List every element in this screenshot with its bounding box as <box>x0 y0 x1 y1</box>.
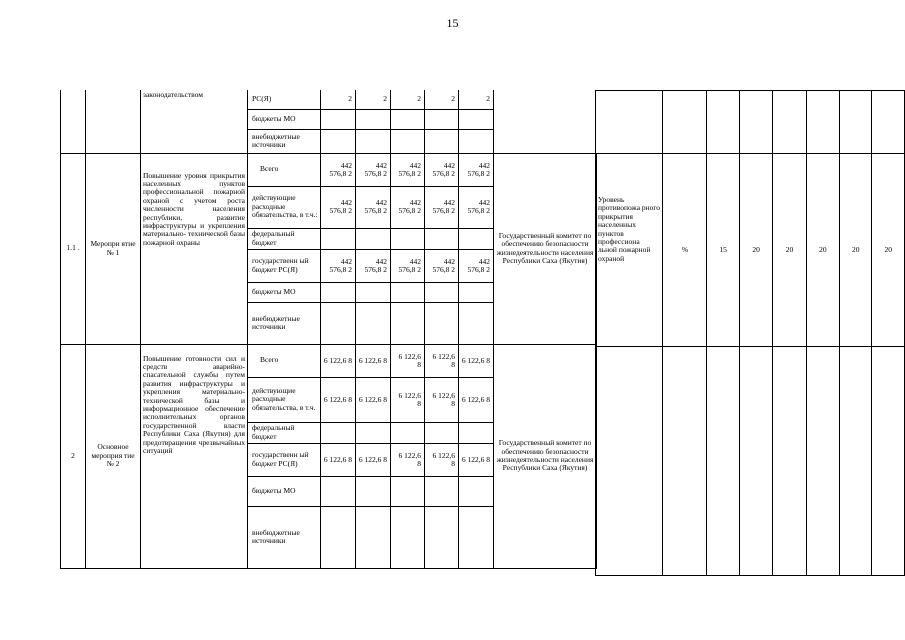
budget-cell: 2 <box>425 90 459 109</box>
measure-number: 2 <box>61 344 86 568</box>
budget-cell: 6 122,6 8 <box>459 443 494 476</box>
budget-cell <box>425 228 459 249</box>
budget-cell: 442 576,8 2 <box>425 249 459 282</box>
budget-cell <box>356 228 391 249</box>
budget-cell: 6 122,6 8 <box>391 443 425 476</box>
budget-cell <box>321 129 356 153</box>
budget-cell: 442 576,8 2 <box>321 153 356 186</box>
executor-cell: Государственный комитет по обеспечению безопасности жизнедеятельности населения Республики Саха (Якутия) <box>494 344 597 568</box>
funding-source-label: действующие расходные обязательства, в т.ч.: <box>248 186 321 228</box>
budget-cell <box>356 506 391 568</box>
budget-cell <box>321 422 356 443</box>
funding-source-label: бюджеты МО <box>248 282 321 302</box>
program-budget-table <box>60 90 597 569</box>
budget-cell <box>459 109 494 129</box>
budget-cell <box>459 422 494 443</box>
budget-row <box>61 90 597 109</box>
budget-cell <box>356 109 391 129</box>
funding-source-label: РС(Я) <box>248 90 321 109</box>
budget-cell <box>391 302 425 344</box>
budget-cell: 6 122,6 8 <box>356 344 391 377</box>
budget-cell: 442 576,8 2 <box>356 249 391 282</box>
budget-cell <box>391 109 425 129</box>
budget-cell <box>391 506 425 568</box>
budget-cell <box>356 282 391 302</box>
budget-cell: 2 <box>391 90 425 109</box>
budget-cell <box>459 228 494 249</box>
budget-cell: 6 122,6 8 <box>356 377 391 422</box>
budget-cell <box>425 476 459 506</box>
measure-description: Повышение уровня прикрытия населенных пунктов профессиональной пожарной охраной с учетом роста численности населения республики, развитие инфраструктуры и укрепления материально- технической базы пожарной охраны <box>141 153 248 344</box>
budget-row <box>61 344 597 377</box>
measure-name: Меропри ятие № 1 <box>86 153 141 344</box>
budget-cell: 6 122,6 8 <box>425 377 459 422</box>
budget-cell: 6 122,6 8 <box>321 344 356 377</box>
budget-cell: 442 576,8 2 <box>391 186 425 228</box>
budget-cell: 442 576,8 2 <box>391 249 425 282</box>
budget-cell: 442 576,8 2 <box>425 153 459 186</box>
indicator-value: 20 <box>739 154 772 347</box>
budget-cell: 442 576,8 2 <box>321 186 356 228</box>
budget-cell: 442 576,8 2 <box>321 249 356 282</box>
budget-cell <box>459 506 494 568</box>
budget-cell <box>391 282 425 302</box>
budget-cell <box>425 302 459 344</box>
budget-cell <box>425 506 459 568</box>
indicator-table <box>595 90 905 576</box>
budget-cell <box>425 282 459 302</box>
budget-cell: 442 576,8 2 <box>459 153 494 186</box>
budget-row <box>61 153 597 186</box>
budget-cell: 442 576,8 2 <box>459 249 494 282</box>
funding-source-label: бюджеты МО <box>248 109 321 129</box>
funding-source-label: Всего <box>248 153 321 186</box>
budget-cell <box>321 109 356 129</box>
budget-cell: 6 122,6 8 <box>391 377 425 422</box>
budget-cell: 6 122,6 8 <box>356 443 391 476</box>
indicator-row <box>596 91 905 154</box>
budget-cell <box>321 228 356 249</box>
funding-source-label: внебюджетные источники <box>248 129 321 153</box>
measure-name: Основное мероприя тие № 2 <box>86 344 141 568</box>
indicator-unit: % <box>663 154 707 347</box>
budget-cell: 6 122,6 8 <box>321 443 356 476</box>
budget-cell: 442 576,8 2 <box>459 186 494 228</box>
indicator-row <box>596 154 905 347</box>
indicator-value: 15 <box>707 154 739 347</box>
indicator-value: 20 <box>806 154 839 347</box>
measure-description: Повышение готовности сил и средств аварийно- спасательной службы путем развития инфраструктуры и укрепления материально- технической базы и информационное обеспечение исполнительных органов государственной власти Республики Саха (Якутия) для предотвращения чрезвычайных ситуаций <box>141 344 248 568</box>
budget-cell <box>356 129 391 153</box>
budget-cell <box>321 302 356 344</box>
budget-cell <box>425 129 459 153</box>
measure-description: законодательством <box>141 90 248 153</box>
budget-cell <box>459 129 494 153</box>
funding-source-label: действующие расходные обязательства, в т.ч. <box>248 377 321 422</box>
funding-source-label: федеральный бюджет <box>248 228 321 249</box>
budget-cell <box>425 422 459 443</box>
budget-cell <box>391 228 425 249</box>
budget-cell <box>425 109 459 129</box>
measure-number: 1.1 . <box>61 153 86 344</box>
budget-cell: 6 122,6 8 <box>459 344 494 377</box>
funding-source-label: федеральный бюджет <box>248 422 321 443</box>
budget-cell <box>459 476 494 506</box>
budget-cell: 6 122,6 8 <box>425 344 459 377</box>
funding-source-label: государственн ый бюджет РС(Я) <box>248 249 321 282</box>
executor-cell: Государственный комитет по обеспечению безопасности жизнедеятельности населения Республики Саха (Якутия) <box>494 153 597 344</box>
budget-cell: 442 576,8 2 <box>356 153 391 186</box>
budget-cell: 6 122,6 8 <box>459 377 494 422</box>
funding-source-label: бюджеты МО <box>248 476 321 506</box>
budget-cell <box>321 506 356 568</box>
budget-cell <box>391 476 425 506</box>
budget-cell <box>321 476 356 506</box>
budget-cell: 2 <box>321 90 356 109</box>
indicator-value: 20 <box>840 154 872 347</box>
funding-source-label: Всего <box>248 344 321 377</box>
budget-cell <box>356 422 391 443</box>
budget-cell <box>459 302 494 344</box>
indicator-row <box>596 347 905 576</box>
budget-cell: 442 576,8 2 <box>425 186 459 228</box>
indicator-value: 20 <box>773 154 806 347</box>
budget-cell <box>356 476 391 506</box>
budget-cell: 6 122,6 8 <box>321 377 356 422</box>
budget-cell: 6 122,6 8 <box>425 443 459 476</box>
budget-cell <box>391 422 425 443</box>
budget-cell <box>321 282 356 302</box>
budget-cell <box>459 282 494 302</box>
indicator-name: Уровень противопожа рного прикрытия населенных пунктов профессиона льной пожарной охраной <box>596 154 663 347</box>
budget-cell: 442 576,8 2 <box>391 153 425 186</box>
indicator-value: 20 <box>872 154 905 347</box>
budget-cell: 6 122,6 8 <box>391 344 425 377</box>
budget-cell <box>356 302 391 344</box>
budget-cell: 442 576,8 2 <box>356 186 391 228</box>
funding-source-label: внебюджетные источники <box>248 506 321 568</box>
budget-cell: 2 <box>459 90 494 109</box>
page-number: 15 <box>446 16 459 30</box>
budget-cell: 2 <box>356 90 391 109</box>
funding-source-label: внебюджетные источники <box>248 302 321 344</box>
budget-cell <box>391 129 425 153</box>
funding-source-label: государственн ый бюджет РС(Я) <box>248 443 321 476</box>
